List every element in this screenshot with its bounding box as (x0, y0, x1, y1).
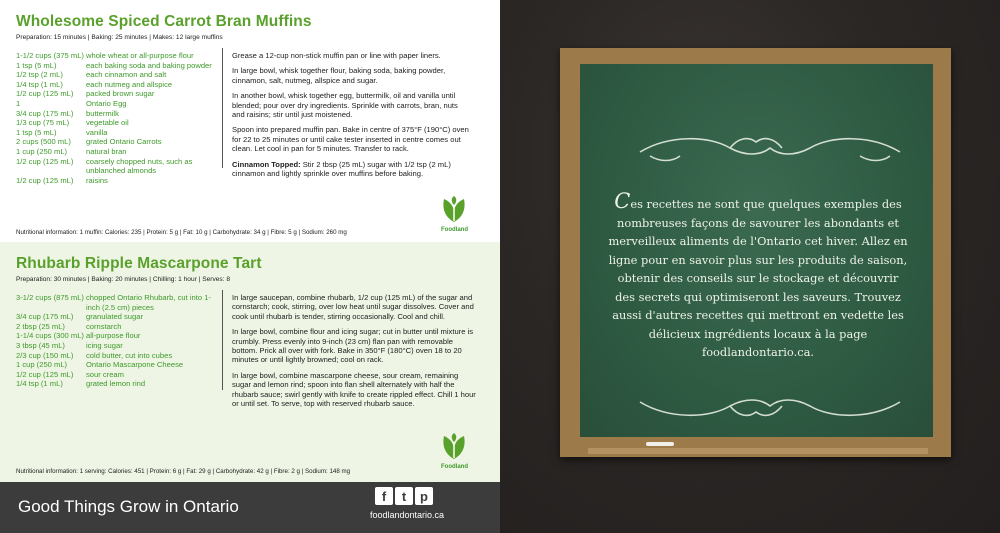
step-text: In large bowl, combine mascarpone cheese, sour cream, remaining sugar and lemon rind; spoon into flan shell alternately with half the rhubarb sauce; swirl gently with knife to create rippled effect. Chill 1 hour or until set. To serve, top with reserved rhubarb sauce. (232, 370, 476, 409)
ingredient-list (16, 293, 216, 389)
chalkboard (560, 48, 951, 457)
logo-text: Foodland (441, 227, 468, 233)
nutrition-info: Nutritional information: 1 serving: Calories: 451 | Protein: 6 g | Fat: 29 g | Carbohydrate: 42 g | Fibre: 2 g | Sodium: 148 mg (16, 468, 351, 475)
step-text: Spoon into prepared muffin pan. Bake in centre of 375°F (190°C) oven for 22 to 25 minutes or until cake tester inserted in centre comes out clean. Let cool in pan for 5 minutes. Transfer to rack. (232, 125, 469, 154)
recipe-card-tart (0, 242, 500, 482)
ingredient-row (16, 70, 216, 80)
ingredient-name: cornstarch (86, 321, 122, 331)
ingredient-quantity: 2 cups (500 mL) (16, 137, 71, 147)
ingredient-quantity: 1-1/4 cups (300 mL) (16, 331, 84, 341)
recipe-steps (232, 51, 472, 184)
ingredient-quantity: 3 tbsp (45 mL) (16, 340, 65, 350)
variation-body: Stir 2 tbsp (25 mL) sugar with 1/2 tsp (2 mL) cinnamon and lightly sprinkle over muffins before baking. (232, 159, 451, 179)
recipe-steps (232, 293, 477, 414)
step-text: In large saucepan, combine rhubarb, 1/2 cup (125 mL) of the sugar and cornstarch; cook, stirring, over low heat until sugar dissolves. Cover and cook until rhubarb is tender, stirring occasionally. Cool and chill. (232, 293, 474, 321)
ingredient-row (16, 118, 216, 128)
ingredient-quantity: 1 (16, 98, 21, 108)
ingredient-quantity: 1/2 cup (125 mL) (16, 175, 74, 185)
divider (222, 48, 223, 168)
ingredient-quantity: 2/3 cup (150 mL) (16, 350, 74, 360)
ingredient-quantity: 1/2 cup (125 mL) (16, 89, 74, 99)
ingredient-name: Ontario Mascarpone Cheese (86, 360, 184, 370)
footer-bar (0, 482, 500, 533)
ingredient-quantity: 1/4 tsp (1 mL) (16, 79, 63, 89)
ingredient-name: raisins (86, 175, 108, 185)
ingredient-list (16, 51, 216, 185)
ingredient-quantity: 1 cup (250 mL) (16, 360, 68, 370)
ingredient-name: grated lemon rind (86, 379, 146, 389)
foodland-logo (441, 432, 467, 470)
step-text: Grease a 12-cup non-stick muffin pan or line with paper liners. (232, 51, 441, 60)
ingredient-name: granulated sugar (86, 312, 143, 322)
ingredient-row (16, 370, 216, 380)
ingredient-name: cold butter, cut into cubes (86, 350, 173, 360)
ingredient-row (16, 176, 216, 186)
ingredient-row (16, 379, 216, 389)
ingredient-name: chopped Ontario Rhubarb, cut into 1-inch (2.5 cm) pieces (86, 293, 211, 312)
chalkboard-surface (580, 64, 933, 437)
ingredient-quantity: 1 tsp (5 mL) (16, 127, 57, 137)
recipe-meta: Preparation: 30 minutes | Baking: 20 minutes | Chilling: 1 hour | Serves: 8 (16, 276, 231, 283)
ingredient-name: each cinnamon and salt (86, 70, 167, 80)
ingredient-quantity: 1-1/2 cups (375 mL) (16, 51, 84, 60)
ingredient-name: each nutmeg and allspice (86, 79, 173, 89)
ingredient-name: Ontario Egg (86, 98, 127, 108)
leaf-icon (441, 432, 467, 460)
ingredient-row (16, 157, 216, 176)
recipe-card-muffins (0, 0, 500, 242)
recipe-title: Wholesome Spiced Carrot Bran Muffins (16, 13, 312, 30)
facebook-icon[interactable]: f (375, 487, 393, 505)
variation-text (232, 160, 472, 179)
ingredient-quantity: 1/4 tsp (1 mL) (16, 379, 63, 389)
ingredient-quantity: 1/2 tsp (2 mL) (16, 70, 63, 80)
ingredient-row (16, 128, 216, 138)
drop-cap: C (614, 189, 631, 213)
ingredient-row (16, 137, 216, 147)
ingredient-name: buttermilk (86, 108, 119, 118)
ingredient-quantity: 1/2 cup (125 mL) (16, 369, 74, 379)
ingredient-name: icing sugar (86, 340, 123, 350)
ingredient-row (16, 360, 216, 370)
ingredient-quantity: 1 cup (250 mL) (16, 146, 68, 156)
ingredient-row (16, 341, 216, 351)
ingredient-name: each baking soda and baking powder (86, 60, 212, 70)
chalk-stick (646, 442, 674, 446)
step-text: In large bowl, combine flour and icing sugar; cut in butter until mixture is crumbly. Press evenly into 9-inch (23 cm) flan pan with removable bottom. Prick all over with fork. Bake in 350°F (180°C) oven 18 to 20 minutes or until lightly browned; cool on rack. (232, 327, 474, 365)
ingredient-row (16, 147, 216, 157)
ingredient-name: grated Ontario Carrots (86, 137, 162, 147)
twitter-icon[interactable]: t (395, 487, 413, 505)
logo-text: Foodland (441, 464, 468, 470)
recipe-title: Rhubarb Ripple Mascarpone Tart (16, 255, 262, 272)
ingredient-quantity: 3/4 cup (175 mL) (16, 108, 74, 118)
ingredient-row (16, 99, 216, 109)
ingredient-quantity: 1/2 cup (125 mL) (16, 156, 74, 166)
ingredient-row (16, 293, 216, 312)
ingredient-quantity: 3/4 cup (175 mL) (16, 312, 74, 322)
ingredient-row (16, 351, 216, 361)
ingredient-row (16, 61, 216, 71)
ingredient-row (16, 312, 216, 322)
ingredient-name: natural bran (86, 146, 127, 156)
ingredient-quantity: 3-1/2 cups (875 mL) (16, 293, 84, 302)
ingredient-quantity: 2 tbsp (25 mL) (16, 321, 65, 331)
divider (222, 290, 223, 390)
nutrition-info: Nutritional information: 1 muffin: Calories: 235 | Protein: 5 g | Fat: 10 g | Carbohydrate: 34 g | Fibre: 5 g | Sodium: 260 mg (16, 229, 347, 236)
chalk-ledge (588, 448, 928, 454)
website-link[interactable]: foodlandontario.ca (370, 510, 445, 520)
ingredient-name: all-purpose flour (86, 331, 141, 341)
ingredient-row (16, 80, 216, 90)
social-links (375, 487, 433, 505)
ingredient-row (16, 89, 216, 99)
chalkboard-message (608, 189, 908, 362)
ingredient-name: vanilla (86, 127, 108, 137)
leaf-icon (441, 195, 467, 223)
ingredient-name: whole wheat or all-purpose flour (86, 51, 194, 60)
ingredient-name: packed brown sugar (86, 89, 155, 99)
recipe-meta: Preparation: 15 minutes | Baking: 25 minutes | Makes: 12 large muffins (16, 34, 223, 41)
ingredient-row (16, 322, 216, 332)
step-text: In another bowl, whisk together egg, buttermilk, oil and vanilla until blended; pour over dry ingredients. Sprinkle with carrots, bran, nuts and raisins; stir until just moistened. (232, 91, 458, 120)
ingredient-row (16, 331, 216, 341)
ingredient-quantity: 1/3 cup (75 mL) (16, 118, 70, 128)
step-text: In large bowl, whisk together flour, baking soda, baking powder, cinnamon, salt, nutmeg, allspice and sugar. (232, 66, 446, 85)
tagline: Good Things Grow in Ontario (18, 497, 239, 516)
variation-label: Cinnamon Topped: (232, 159, 301, 169)
ingredient-name: vegetable oil (86, 118, 129, 128)
ingredient-name: sour cream (86, 369, 124, 379)
ingredient-quantity: 1 tsp (5 mL) (16, 60, 57, 70)
ingredient-name: coarsely chopped nuts, such as unblanched almonds (86, 156, 193, 176)
foodland-logo (441, 195, 467, 233)
ingredient-row (16, 51, 216, 61)
ingredient-row (16, 109, 216, 119)
pinterest-icon[interactable]: p (415, 487, 433, 505)
message-text: es recettes ne sont que quelques exemples des nombreuses façons de savourer les abondants et merveilleux aliments de l'Ontario cet hiver. Allez en ligne pour en savoir plus sur les produits de saison, obtenir des conseils sur le stockage et découvrir des secrets qui optimiseront les saveurs. Trouvez aussi d'autres recettes qui mettront en vedette les délicieux ingrédients locaux à la page foodlandontario.ca. (608, 197, 908, 359)
